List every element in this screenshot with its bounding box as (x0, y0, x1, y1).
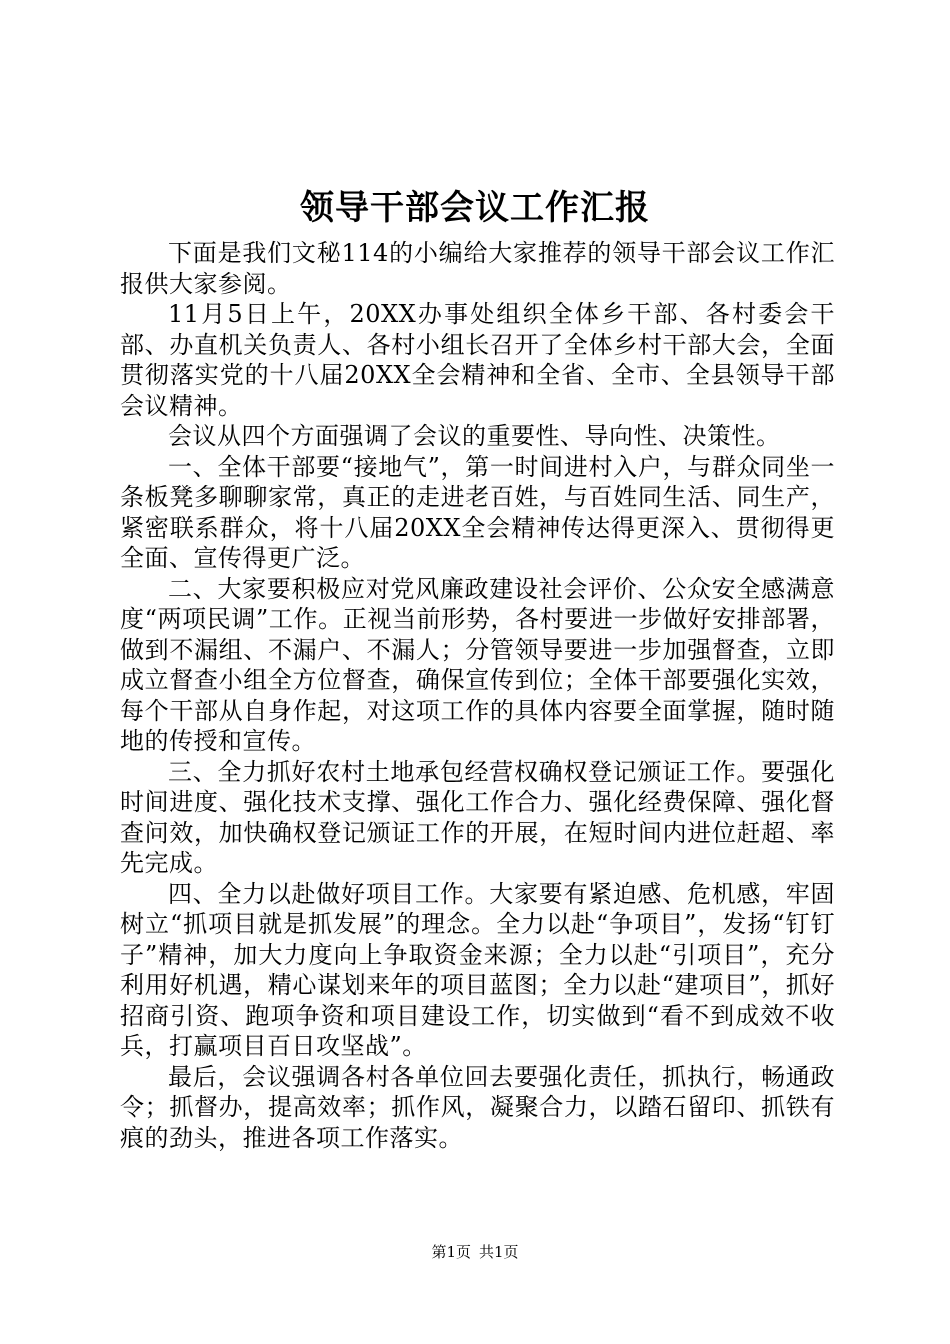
page-footer (0, 1242, 950, 1262)
page-total: 共1页 (479, 1243, 519, 1261)
document-body (120, 238, 835, 1153)
paragraph-intro: 下面是我们文秘114的小编给大家推荐的领导干部会议工作汇报供大家参阅。 (120, 239, 835, 298)
document-title: 领导干部会议工作汇报 (300, 188, 650, 228)
paragraph-conclusion: 最后，会议强调各村各单位回去要强化责任，抓执行，畅通政令；抓督办，提高效率；抓作风，凝聚合力，以踏石留印、抓铁有痕的劲头，推进各项工作落实。 (120, 1062, 835, 1152)
paragraph-point-two: 二、大家要积极应对党风廉政建设社会评价、公众安全感满意度“两项民调”工作。正视当前形势，各村要进一步做好安排部署，做到不漏组、不漏户、不漏人；分管领导要进一步加强督查，立即成立督查小组全方位督查，确保宣传到位；全体干部要强化实效，每个干部从自身作起，对这项工作的具体内容要全面掌握，随时随地的传授和宣传。 (120, 574, 835, 755)
paragraph-meeting-summary: 11月5日上午，20XX办事处组织全体乡干部、各村委会干部、办直机关负责人、各村小组长召开了全体乡村干部大会，全面贯彻落实党的十八届20XX全会精神和全省、全市、全县领导干部会议精神。 (120, 300, 835, 420)
paragraph-point-one: 一、全体干部要“接地气”，第一时间进村入户，与群众同坐一条板凳多聊聊家常，真正的走进老百姓，与百姓同生活、同生产，紧密联系群众，将十八届20XX全会精神传达得更深入、贯彻得更全面、宣传得更广泛。 (120, 452, 835, 572)
paragraph-point-four: 四、全力以赴做好项目工作。大家要有紧迫感、危机感，牢固树立“抓项目就是抓发展”的理念。全力以赴“争项目”，发扬“钉钉子”精神，加大力度向上争取资金来源；全力以赴“引项目”，充分利用好机遇，精心谋划来年的项目蓝图；全力以赴“建项目”，抓好招商引资、跑项争资和项目建设工作，切实做到“看不到成效不收兵，打赢项目百日攻坚战”。 (120, 879, 835, 1060)
paragraph-point-three: 三、全力抓好农村土地承包经营权确权登记颁证工作。要强化时间进度、强化技术支撑、强化工作合力、强化经费保障、强化督查问效，加快确权登记颁证工作的开展，在短时间内进位赶超、率先完成。 (120, 757, 835, 877)
page-number: 第1页 (431, 1243, 471, 1261)
paragraph-four-aspects: 会议从四个方面强调了会议的重要性、导向性、决策性。 (168, 422, 781, 450)
